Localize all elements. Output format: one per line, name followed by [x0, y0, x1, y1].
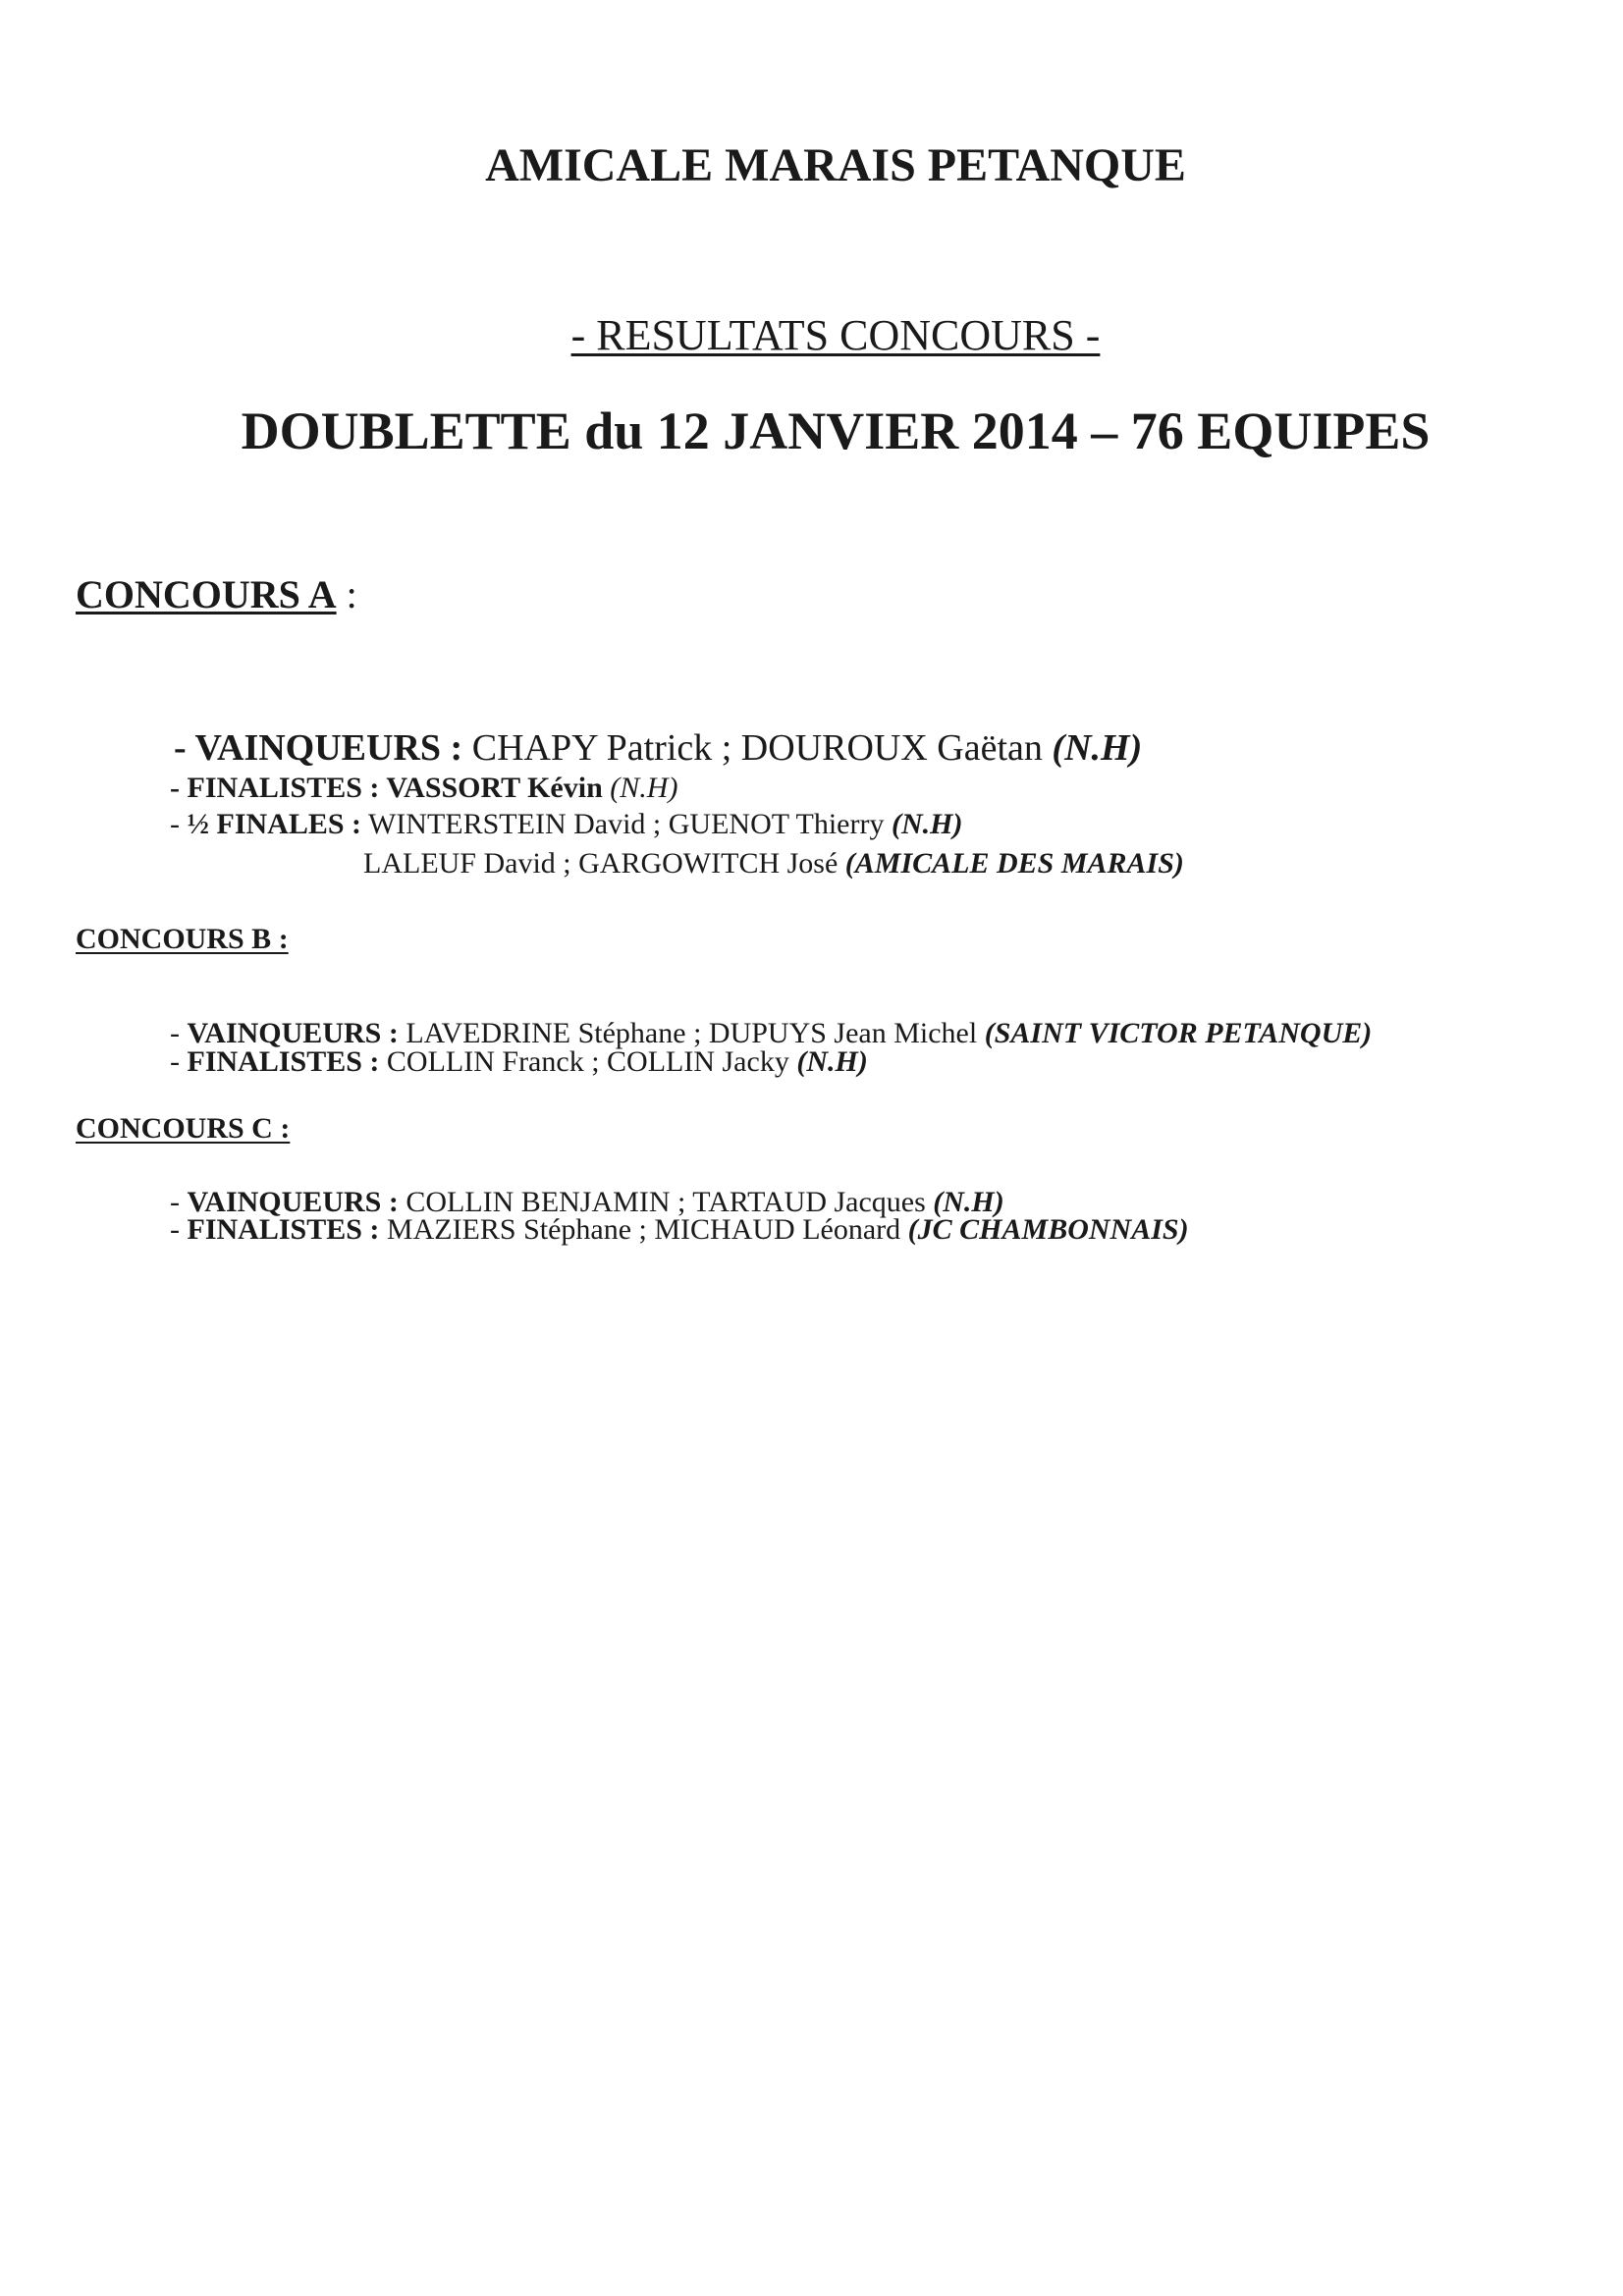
player-names: COLLIN Franck ; COLLIN Jacky: [379, 1045, 797, 1078]
dash: -: [170, 772, 188, 804]
result-label: VAINQUEURS :: [187, 1017, 399, 1049]
player-names: COLLIN BENJAMIN ; TARTAUD Jacques: [398, 1186, 934, 1218]
dash: -: [170, 1186, 188, 1218]
concours-c-finalistes: [170, 1215, 1189, 1245]
result-label: FINALISTES :: [187, 1213, 380, 1246]
club-name: (N.H): [1052, 727, 1143, 769]
club-name: (N.H): [891, 808, 963, 840]
player-names: MAZIERS Stéphane ; MICHAUD Léonard: [379, 1213, 908, 1246]
club-name: (JC CHAMBONNAIS): [907, 1213, 1189, 1246]
club-title: AMICALE MARAIS PETANQUE: [485, 139, 1186, 191]
player-names: CHAPY Patrick ; DOUROUX Gaëtan: [462, 727, 1053, 769]
result-label: FINALISTES : VASSORT Kévin: [187, 772, 603, 804]
result-label: VAINQUEURS :: [187, 1186, 399, 1218]
section-heading-concours-c: CONCOURS C :: [76, 1112, 291, 1145]
results-subtitle-text: - RESULTATS CONCOURS -: [570, 311, 1101, 359]
player-names: WINTERSTEIN David ; GUENOT Thierry: [361, 808, 892, 840]
result-label: FINALISTES :: [187, 1045, 380, 1078]
results-subtitle: [76, 311, 1596, 359]
player-names: LALEUF David ; GARGOWITCH José: [363, 847, 845, 880]
dash: -: [174, 727, 195, 769]
concours-b-vainqueurs: [170, 1019, 1372, 1048]
concours-a-demi-finales-row-2: [363, 849, 1184, 879]
event-title: DOUBLETTE du 12 JANVIER 2014 – 76 EQUIPES: [241, 401, 1431, 460]
dash: -: [170, 1045, 188, 1078]
club-name: (N.H): [610, 772, 678, 804]
result-label: ½ FINALES :: [187, 808, 362, 840]
dash: -: [170, 1017, 188, 1049]
section-heading-colon: :: [336, 572, 357, 616]
concours-b-finalistes: [170, 1047, 868, 1077]
dash: -: [170, 1213, 188, 1246]
result-label: VAINQUEURS :: [194, 727, 463, 769]
concours-a-vainqueurs: [174, 729, 1142, 767]
concours-a-finalistes: [170, 774, 677, 803]
section-heading-label: CONCOURS A: [76, 572, 337, 616]
club-name: (N.H): [933, 1186, 1004, 1218]
club-name: (N.H): [796, 1045, 868, 1078]
player-names: LAVEDRINE Stéphane ; DUPUYS Jean Michel: [398, 1017, 985, 1049]
concours-a-demi-finales: [170, 810, 962, 839]
club-name: (AMICALE DES MARAIS): [844, 847, 1184, 880]
section-heading-concours-b: CONCOURS B :: [76, 923, 289, 955]
dash: -: [170, 808, 188, 840]
section-heading-concours-a: [76, 572, 357, 616]
club-name: (SAINT VICTOR PETANQUE): [984, 1017, 1373, 1049]
